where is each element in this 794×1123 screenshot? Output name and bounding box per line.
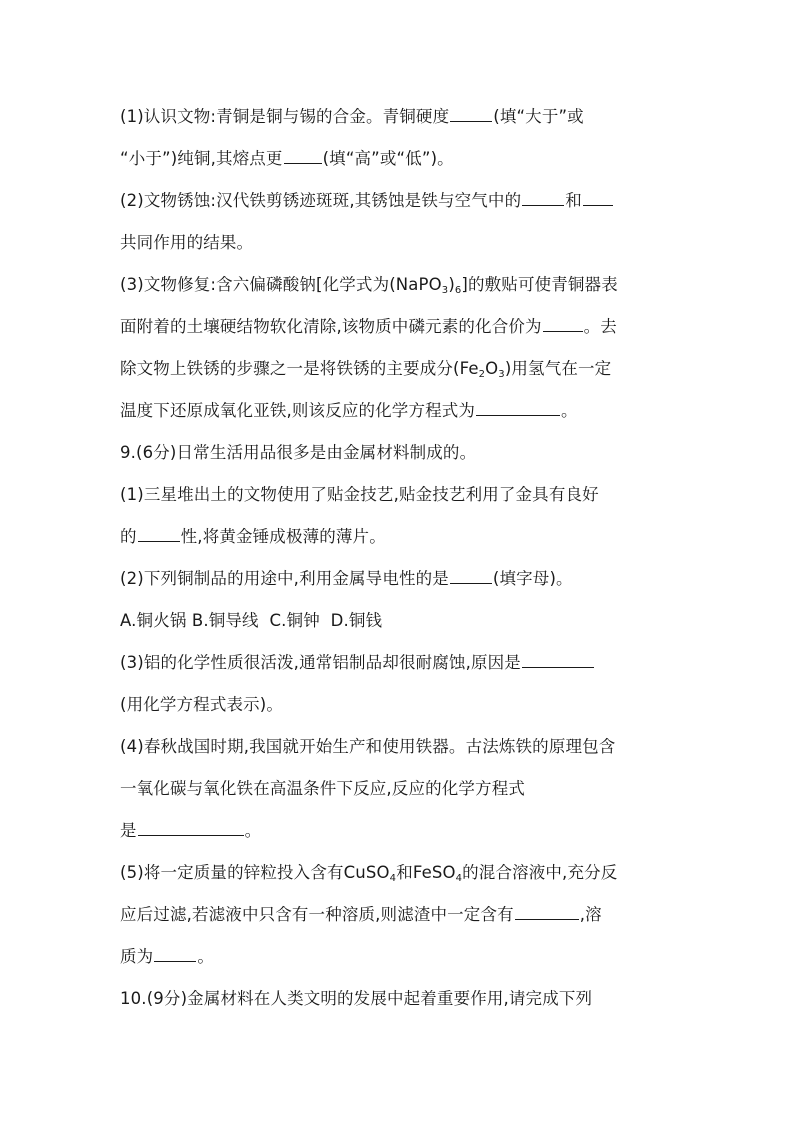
q9-part3-line1: (3)铝的化学性质很活泼,通常铝制品却很耐腐蚀,原因是: [120, 652, 595, 674]
q9-part3-line2: (用化学方程式表示)。: [120, 695, 284, 714]
answer-blank[interactable]: [522, 652, 594, 668]
q8-part2-line2: 共同作用的结果。: [120, 233, 254, 252]
q8-part1-line1: (1)认识文物:青铜是铜与锡的合金。青铜硬度 (填“大于”或: [120, 107, 584, 126]
answer-blank[interactable]: [154, 946, 196, 962]
q10-stem: 10.(9分)金属材料在人类文明的发展中起着重要作用,请完成下列: [120, 989, 593, 1008]
q9-part4-line3: 是 。: [120, 821, 262, 840]
answer-blank[interactable]: [515, 904, 579, 920]
q9-stem: 9.(6分)日常生活用品很多是由金属材料制成的。: [120, 443, 477, 462]
q9-part5-line3: 质为 。: [120, 947, 214, 966]
q9-part1-line2: 的 性,将黄金锤成极薄的薄片。: [120, 527, 386, 546]
q9-part5-line2: 应后过滤,若滤液中只含有一种溶质,则滤渣中一定含有 ,溶: [120, 905, 602, 924]
answer-blank[interactable]: [476, 400, 560, 416]
q8-part3-line3: 除文物上铁锈的步骤之一是将铁锈的主要成分$(Fe_2O_3)$用氢气在一定: [120, 359, 612, 380]
answer-blank[interactable]: [522, 190, 564, 206]
q9-part1-line1: (1)三星堆出土的文物使用了贴金技艺,贴金技艺利用了金具有良好: [120, 485, 599, 504]
answer-blank[interactable]: [138, 820, 244, 836]
answer-blank[interactable]: [284, 148, 322, 164]
q8-part3-line4: 温度下还原成氧化亚铁,则该反应的化学方程式为 。: [120, 401, 578, 420]
q9-options: A.铜火锅 B.铜导线 C.铜钟 D.铜钱: [120, 611, 383, 630]
answer-blank[interactable]: [543, 316, 583, 332]
q9-part4-line1: (4)春秋战国时期,我国就开始生产和使用铁器。古法炼铁的原理包含: [120, 737, 616, 756]
answer-blank[interactable]: [450, 106, 492, 122]
answer-blank[interactable]: [450, 568, 492, 584]
q8-part2-line1: (2)文物锈蚀:汉代铁剪锈迹斑斑,其锈蚀是铁与空气中的 和: [120, 190, 614, 212]
q8-part3-line1: (3)文物修复:含六偏磷酸钠[化学式为$(NaPO_3)_6$]的敷贴可使青铜器表: [120, 275, 618, 296]
q9-part4-line2: 一氧化碳与氧化铁在高温条件下反应,反应的化学方程式: [120, 779, 525, 798]
q9-part2: (2)下列铜制品的用途中,利用金属导电性的是 (填字母)。: [120, 569, 573, 588]
q9-part5-line1: (5)将一定质量的锌粒投入含有CuSO$_4$和FeSO$_4$的混合溶液中,充分反: [120, 863, 618, 884]
q8-part1-line2: “小于”)纯铜,其熔点更 (填“高”或“低”)。: [120, 149, 454, 168]
q8-part3-line2: 面附着的土壤硬结物软化清除,该物质中磷元素的化合价为 。去: [120, 317, 617, 336]
answer-blank[interactable]: [138, 526, 180, 542]
answer-blank[interactable]: [583, 190, 613, 206]
